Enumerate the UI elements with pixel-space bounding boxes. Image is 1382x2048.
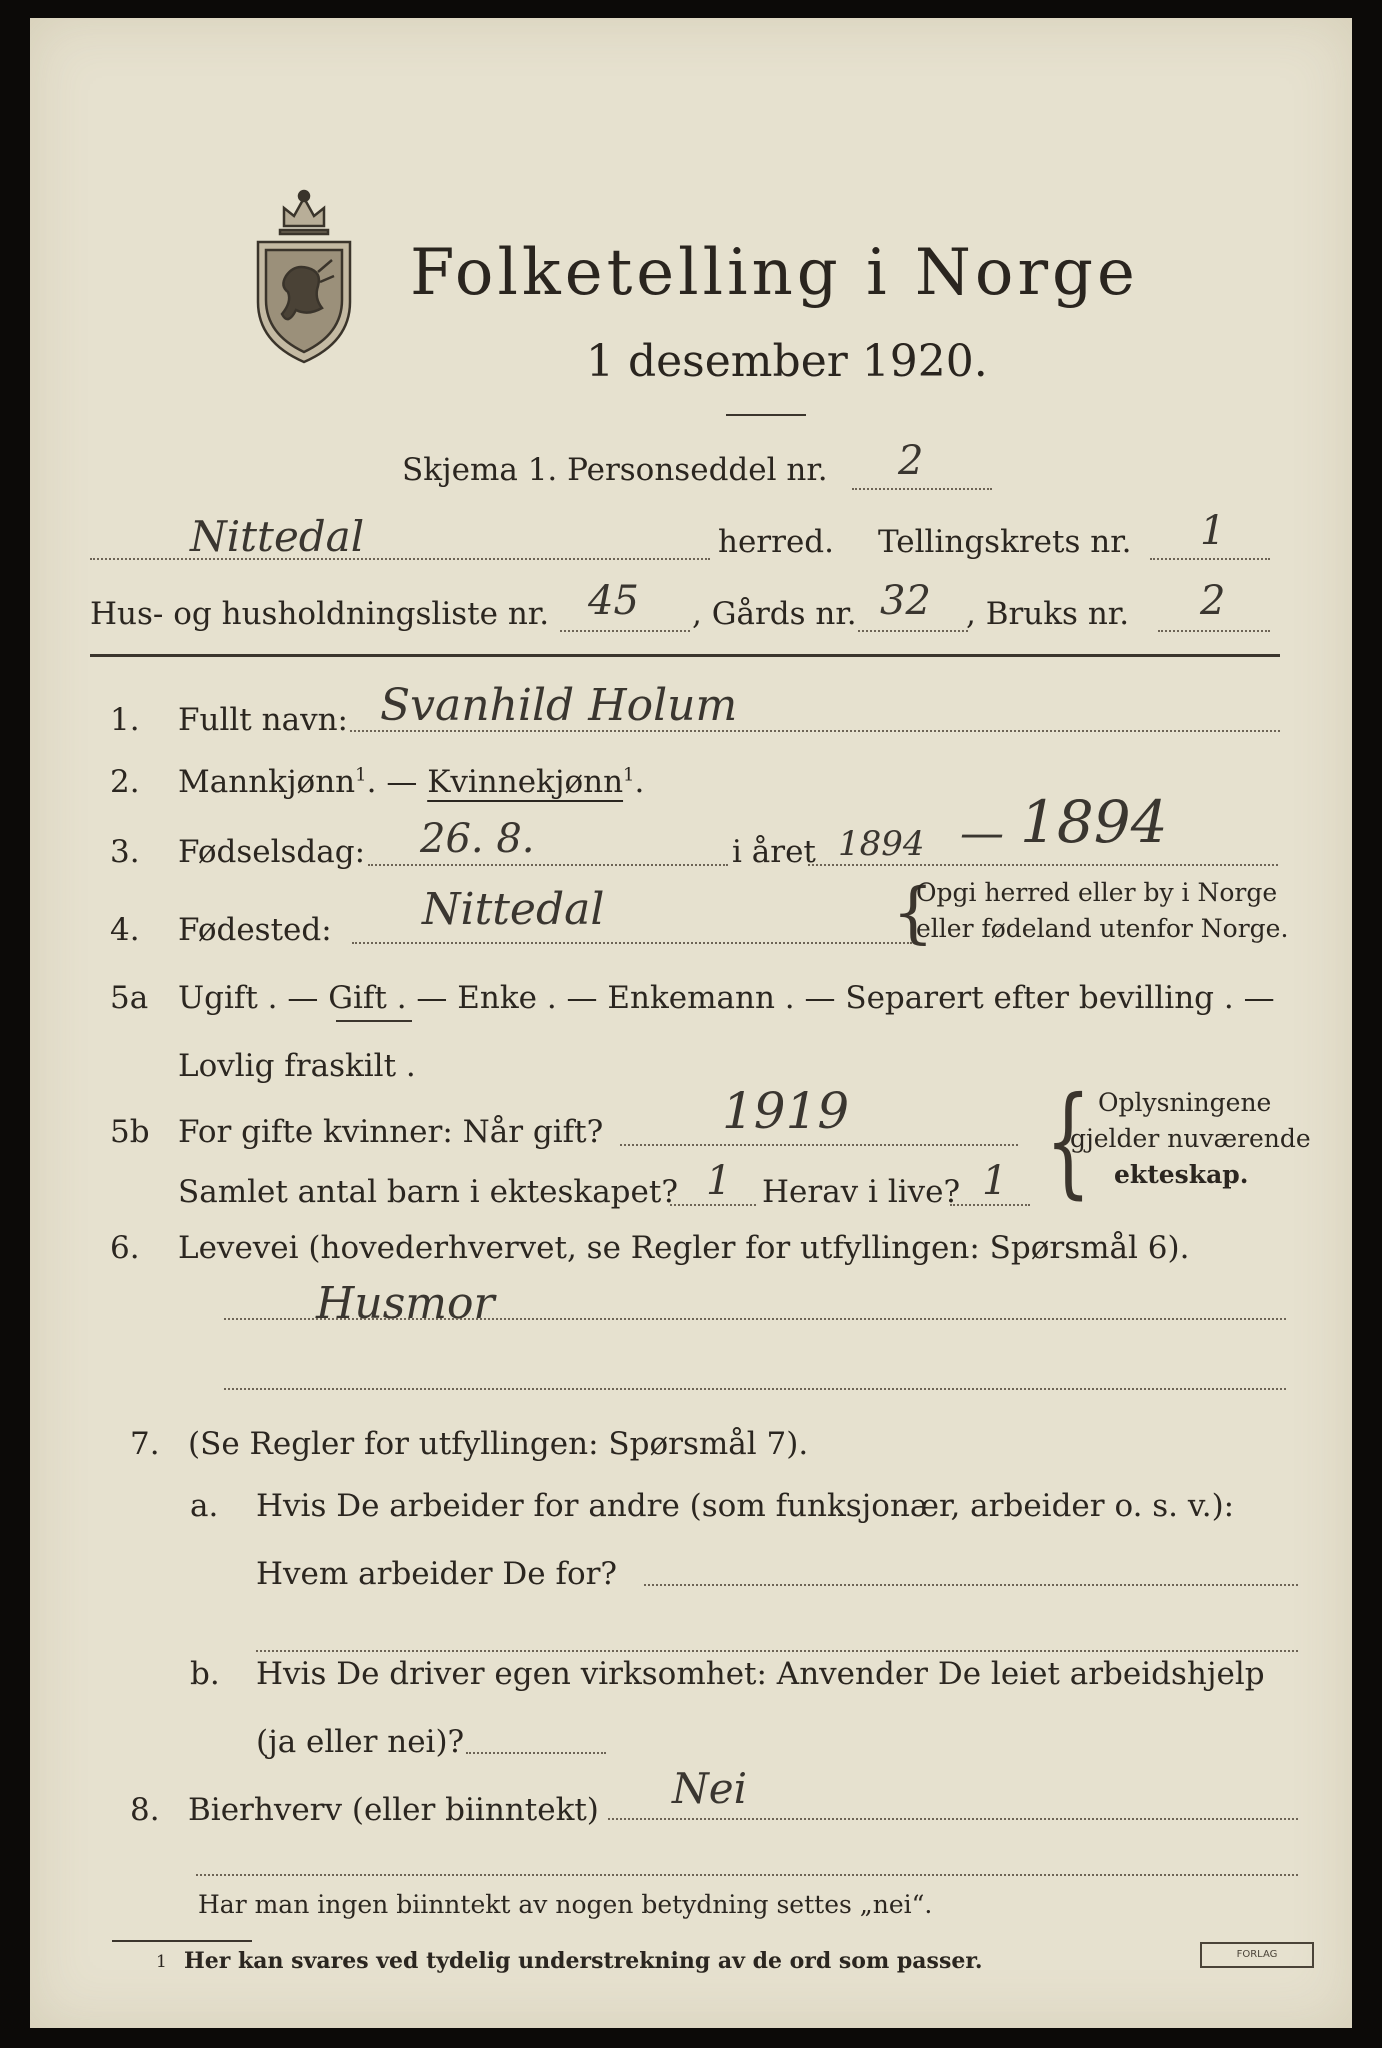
q6-line-1 [224,1318,1286,1320]
q5a-text-2: Lovlig fraskilt . [178,1048,416,1084]
q7-label: (Se Regler for utfyllingen: Spørsmål 7). [188,1426,809,1462]
q3-value: 26. 8. [420,816,535,862]
q7a-number: a. [190,1488,219,1524]
q7a-line-1 [644,1584,1298,1586]
q2-sep: . — [366,764,418,800]
footer-note: Har man ingen biinntekt av nogen betydning settes „nei“. [198,1890,933,1919]
coat-of-arms-icon [248,186,360,366]
q6-number: 6. [110,1230,140,1266]
q1-number: 1. [110,702,140,738]
q5b-live-line [950,1204,1030,1206]
q6-label: Levevei (hovederhvervet, se Regler for utfyllingen: Spørsmål 6). [178,1230,1190,1266]
q8-number: 8. [130,1792,160,1828]
q7b-line [466,1752,606,1754]
q5b-note-1: Oplysningene [1098,1088,1272,1117]
form-title: Folketelling i Norge [410,236,1139,310]
tellingskrets-line [1150,558,1270,560]
tellingskrets-label: Tellingskrets nr. [878,524,1132,560]
form-date: 1 desember 1920. [586,336,988,387]
q5b-live-label: Herav i live? [762,1174,961,1210]
q7a-text: Hvis De arbeider for andre (som funksjonær, arbeider o. s. v.): [256,1488,1235,1524]
tellingskrets-value: 1 [1200,508,1226,554]
q3-year-value-2: 1894 [1020,788,1168,856]
footnote-text: Her kan svares ved tydelig understrekning av de ord som passer. [184,1948,983,1974]
q2-text: Mannkjønn$^1$. — Kvinnekjønn$^1$. [178,764,645,800]
husholdning-label: Hus- og husholdningsliste nr. [90,596,550,632]
q5b-live-value: 1 [982,1158,1008,1204]
q8-line [608,1818,1298,1820]
q2-number: 2. [110,764,140,800]
q6-value: Husmor [316,1278,495,1329]
q5b-note-3: ekteskap. [1114,1160,1249,1189]
printer-stamp [1200,1942,1314,1968]
q5a-gift-underline [336,1020,412,1022]
herred-value: Nittedal [190,512,365,561]
q5b-barn-value: 1 [706,1158,732,1204]
q4-line [352,942,912,944]
q5a-text: Ugift . — Gift . — Enke . — Enkemann . — Separert efter bevilling . — [178,980,1275,1016]
personseddel-value: 2 [898,438,924,484]
q3-number: 3. [110,834,140,870]
herred-label: herred. [718,524,834,560]
bruks-value: 2 [1200,578,1226,624]
header-divider [90,654,1280,657]
q7-number: 7. [130,1426,160,1462]
q3-year-dash: — [960,808,1004,859]
q4-brace: { [892,874,934,951]
q4-note-1: Opgi herred eller by i Norge [916,878,1278,907]
q1-value: Svanhild Holum [380,680,738,731]
q4-note-2: eller fødeland utenfor Norge. [916,914,1289,943]
q4-number: 4. [110,912,140,948]
personseddel-line [852,488,992,490]
q7b-text: Hvis De driver egen virksomhet: Anvender De leiet arbeidshjelp [256,1656,1265,1692]
q5b-line [620,1144,1018,1146]
q2-mann: Mannkjønn [178,764,356,800]
q4-value: Nittedal [422,884,605,935]
q1-label: Fullt navn: [178,702,348,738]
gards-line [858,630,968,632]
q2-end: . [634,764,645,800]
q5b-barn-label: Samlet antal barn i ekteskapet? [178,1174,678,1210]
q3-year-value: 1894 [838,824,925,864]
q7a-line-2 [256,1650,1298,1652]
q2-kvinne: Kvinnekjønn [427,764,624,800]
q8-value: Nei [672,1764,748,1813]
q7b-number: b. [190,1656,220,1692]
gards-value: 32 [880,578,931,624]
printer-stamp-text: FORLAG [1236,1949,1278,1960]
q3-year-line [808,864,1278,866]
personseddel-label: Skjema 1. Personseddel nr. [402,452,828,488]
q5b-number: 5b [110,1114,150,1150]
title-rule [726,414,806,416]
q8-line-2 [196,1874,1298,1876]
q7a-text-2: Hvem arbeider De for? [256,1556,618,1592]
q3-label: Fødselsdag: [178,834,366,870]
q4-label: Fødested: [178,912,332,948]
husholdning-value: 45 [588,578,639,624]
husholdning-line [560,630,690,632]
q7b-text-2: (ja eller nei)? [256,1724,465,1760]
q5b-label: For gifte kvinner: Når gift? [178,1114,604,1150]
bruks-label: , Bruks nr. [966,596,1130,632]
herred-line [90,558,710,560]
q3-year-label: i året [732,834,816,870]
bruks-line [1158,630,1270,632]
q6-line-2 [224,1388,1286,1390]
q5b-note-2: gjelder nuværende [1070,1124,1311,1153]
census-form [30,18,1352,2028]
q5b-value: 1919 [722,1082,850,1140]
q3-line [368,864,728,866]
q8-label: Bierhverv (eller biinntekt) [188,1792,599,1828]
q5a-number: 5a [110,980,149,1016]
q5b-brace: { [1045,1072,1092,1211]
footnote-rule [112,1940,252,1942]
footnote-mark: 1 [156,1952,167,1972]
gards-label: , Gårds nr. [692,596,857,632]
q5b-barn-line [670,1204,756,1206]
